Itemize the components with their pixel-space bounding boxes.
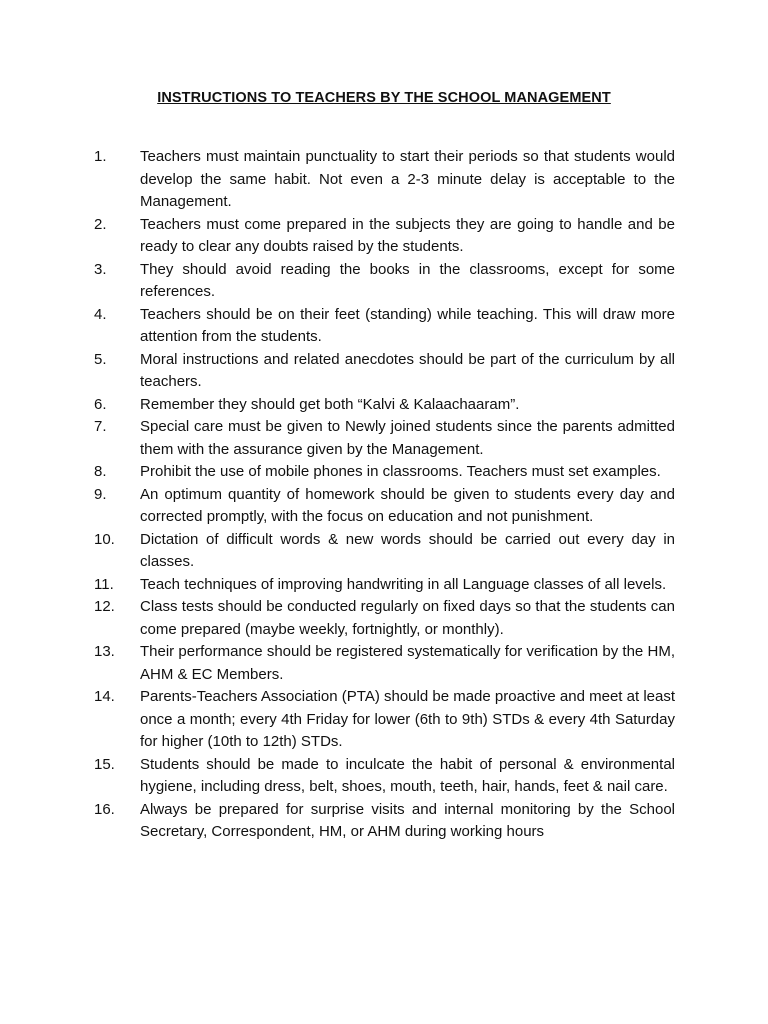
item-number: 3. (94, 260, 107, 278)
item-text: An optimum quantity of homework should be given to students every day and corrected promptly, with the focus on education and not punishment. (140, 485, 675, 525)
item-number: 6. (94, 395, 107, 413)
item-number: 2. (94, 215, 107, 233)
item-number: 16. (94, 800, 115, 818)
list-item (0, 641, 768, 686)
list-item (0, 146, 768, 214)
list-item (0, 596, 768, 641)
list-item (0, 416, 768, 461)
item-number: 8. (94, 463, 107, 480)
list-item (0, 529, 768, 574)
item-number: 9. (94, 485, 107, 503)
instruction-list (0, 146, 768, 844)
item-number: 4. (94, 305, 107, 323)
list-item (0, 484, 768, 529)
item-number: 12. (94, 598, 115, 615)
list-item (0, 686, 768, 754)
item-text: Moral instructions and related anecdotes should be part of the curriculum by all teachers. (140, 350, 675, 390)
item-text: Teachers must come prepared in the subjects they are going to handle and be ready to clear any doubts raised by the students. (140, 215, 675, 255)
item-number: 1. (94, 148, 107, 165)
item-text: Students should be made to inculcate the habit of personal & environmental hygiene, including dress, belt, shoes, mouth, teeth, hair, hands, feet & nail care. (140, 755, 675, 795)
list-item (0, 574, 768, 597)
item-text: They should avoid reading the books in the classrooms, except for some references. (140, 260, 675, 300)
item-text: Remember they should get both “Kalvi & Kalaachaaram”. (140, 395, 520, 413)
item-text: Teachers must maintain punctuality to start their periods so that students would develop the same habit. Not even a 2-3 minute delay is acceptable to the Management. (140, 148, 675, 210)
item-text: Prohibit the use of mobile phones in classrooms. Teachers must set examples. (140, 463, 661, 480)
list-item (0, 304, 768, 349)
item-number: 11. (94, 575, 114, 593)
list-item (0, 259, 768, 304)
list-item (0, 754, 768, 799)
list-item (0, 214, 768, 259)
item-text: Dictation of difficult words & new words should be carried out every day in classes. (140, 530, 675, 570)
item-text: Special care must be given to Newly joined students since the parents admitted them with the assurance given by the Management. (140, 418, 675, 458)
item-text: Parents-Teachers Association (PTA) should be made proactive and meet at least once a month; every 4th Friday for lower (6th to 9th) STDs & every 4th Saturday for higher (10th to 12th) STDs. (140, 688, 675, 750)
item-number: 10. (94, 530, 115, 548)
list-item (0, 394, 768, 417)
list-item (0, 799, 768, 844)
item-number: 15. (94, 755, 115, 773)
item-text: Teachers should be on their feet (standing) while teaching. This will draw more attention from the students. (140, 305, 675, 345)
item-number: 5. (94, 350, 107, 368)
item-text: Their performance should be registered systematically for verification by the HM, AHM & EC Members. (140, 643, 675, 683)
list-item (0, 461, 768, 484)
item-text: Always be prepared for surprise visits and internal monitoring by the School Secretary, Correspondent, HM, or AHM during working hours (140, 800, 675, 840)
item-text: Teach techniques of improving handwriting in all Language classes of all levels. (140, 575, 667, 593)
item-number: 7. (94, 418, 107, 435)
item-number: 13. (94, 643, 115, 660)
document-title: INSTRUCTIONS TO TEACHERS BY THE SCHOOL MANAGEMENT (157, 90, 611, 106)
list-item (0, 349, 768, 394)
item-text: Class tests should be conducted regularly on fixed days so that the students can come prepared (maybe weekly, fortnightly, or monthly). (140, 598, 675, 638)
item-number: 14. (94, 688, 115, 705)
